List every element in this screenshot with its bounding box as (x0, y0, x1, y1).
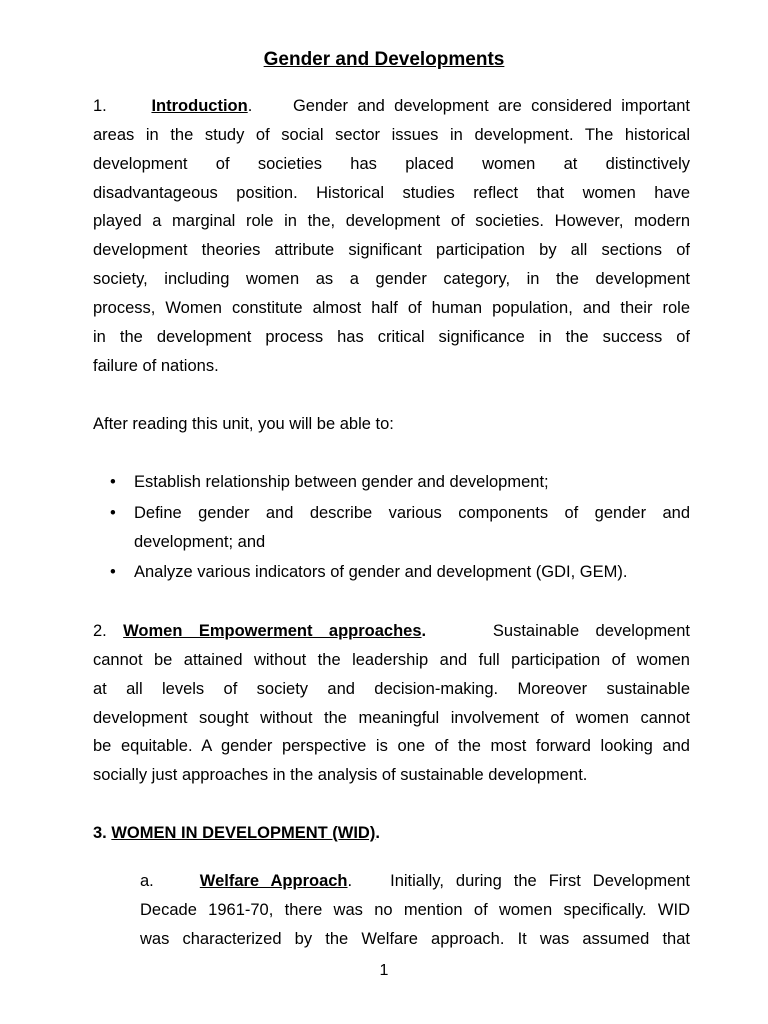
bullet-icon: • (110, 563, 116, 581)
section3a-heading: Welfare Approach (199, 872, 348, 890)
section2-line: socially just approaches in the analysis of sustainable development. (93, 766, 588, 784)
section2-word: development (595, 622, 690, 640)
section2-line: at all levels of society and decision-making. Moreover sustainable (93, 680, 690, 698)
section2-line: cannot be attained without the leadership and full participation of women (93, 651, 690, 669)
intro-number: 1. (93, 97, 107, 115)
section3a-letter: a. (140, 872, 154, 890)
section2-line: development sought without the meaningful involvement of women cannot (93, 709, 690, 727)
section3-heading: WOMEN IN DEVELOPMENT (WID) (111, 824, 376, 842)
section2-line: be equitable. A gender perspective is one of the most forward looking and (93, 737, 690, 755)
intro-line: development of societies has placed women at distinctively (93, 155, 690, 173)
bullet-item: Define gender and describe various components of gender and (134, 504, 690, 522)
section3a-line: Initially, during the First Development (390, 872, 691, 890)
intro-line: played a marginal role in the, development of societies. However, modern (93, 212, 690, 230)
intro-line: failure of nations. (93, 357, 219, 375)
intro-line: in the development process has critical significance in the success of (93, 328, 690, 346)
bullet-icon: • (110, 473, 116, 491)
section3-heading-line: 3. WOMEN IN DEVELOPMENT (WID). (93, 824, 380, 842)
section2-first-line: 2. Women Empowerment approaches. Sustainable development (93, 622, 690, 640)
intro-line: areas in the study of social sector issues in development. The historical (93, 126, 690, 144)
intro-line: development theories attribute significant participation by all sections of (93, 241, 690, 259)
section2-number: 2. (93, 622, 107, 640)
bullet-item: development; and (134, 533, 266, 551)
intro-line: society, including women as a gender category, in the development (93, 270, 690, 288)
section2-heading: Women Empowerment approaches (123, 622, 422, 640)
section3-number: 3. (93, 824, 107, 842)
intro-line: disadvantageous position. Historical studies reflect that women have (93, 184, 690, 202)
bullet-icon: • (110, 504, 116, 522)
section3a-line: was characterized by the Welfare approach. It was assumed that (140, 930, 690, 948)
section2-word: Sustainable (492, 622, 580, 640)
intro-heading: Introduction (151, 97, 248, 115)
bullet-item: Analyze various indicators of gender and development (GDI, GEM). (134, 563, 628, 581)
bullet-item: Establish relationship between gender and development; (134, 473, 549, 491)
page-title: Gender and Developments (263, 49, 505, 70)
section3a-line: Decade 1961-70, there was no mention of women specifically. WID (140, 901, 690, 919)
page-number: 1 (379, 962, 389, 979)
objectives-lead: After reading this unit, you will be able to: (93, 415, 394, 433)
intro-line: Gender and development are considered important (292, 97, 691, 115)
intro-first-line: 1. Introduction. Gender and development are considered important (93, 97, 691, 115)
section3a-first-line: a. Welfare Approach. Initially, during the First Development (140, 872, 691, 890)
intro-line: process, Women constitute almost half of human population, and their role (93, 299, 690, 317)
